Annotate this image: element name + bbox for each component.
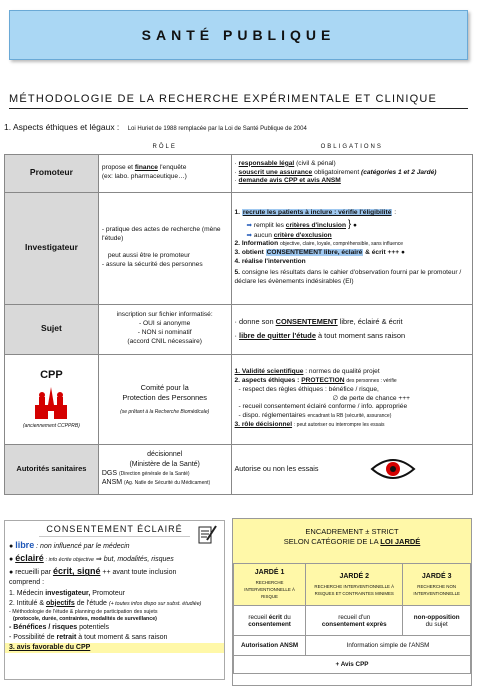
jarde-panel — [232, 518, 472, 686]
table-row — [5, 354, 473, 444]
obl-text: critère d'exclusion — [273, 231, 332, 239]
table-row — [5, 304, 473, 354]
jarde-table — [233, 563, 471, 674]
actor-investigateur: Investigateur — [5, 192, 99, 304]
obl-text: encadrant la RB (sécurité, assurance) — [307, 413, 392, 420]
role-text: pratique des actes de recherche (mène l'étude) — [101, 226, 221, 243]
jarde-1-consent — [234, 606, 306, 636]
consent-text: - Méthodologie de l'étude & planning de participation des sujets — [9, 608, 158, 615]
obl-text: responsable légal — [238, 159, 295, 167]
role-text: inscription sur fichier informatisé: — [116, 311, 213, 319]
cell-text: Information simple de l'ANSM — [346, 642, 430, 649]
consent-title: CONSENTEMENT ÉCLAIRÉ — [39, 523, 190, 537]
obl-text: - recueil consentement éclairé conforme / info. appropriée — [238, 403, 408, 411]
role-autorites — [98, 444, 231, 494]
role-text: Comité pour la — [140, 382, 189, 392]
obl-text: obligatoirement — [314, 168, 360, 176]
table-row — [5, 154, 473, 192]
col-obligations-header: OBLIGATIONS — [231, 141, 472, 154]
obl-text: à tout moment sans raison — [318, 331, 406, 340]
obl-text: demande avis CPP et avis ANSM — [238, 177, 341, 185]
obligations-promoteur: · responsable légal (civil & pénal) · souscrit une assurance obligatoirement (catégories 1 et 2 Jardé) · demande avis CPP et avis ANSM — [231, 154, 472, 192]
role-cpp — [98, 354, 231, 444]
consent-text: investigateur, — [45, 589, 91, 597]
actor-autorites: Autorités sanitaires — [5, 444, 99, 494]
jarde-23-ansm — [306, 636, 471, 656]
kremlin-icon — [31, 383, 71, 423]
obl-text: (civil & pénal) — [296, 159, 336, 167]
obl-text: remplit les — [253, 222, 284, 230]
cell-text: Autorisation ANSM — [241, 642, 299, 649]
table-header-row — [5, 141, 473, 154]
table-row — [5, 192, 473, 304]
obl-text: - respect des règles éthiques : bénéfice / risque, — [238, 385, 379, 393]
jarde-3-desc: RECHERCHE NON INTERVENTIONNELLE — [413, 583, 460, 596]
consent-text: à tout moment & sans raison — [78, 633, 168, 641]
role-text: (Direction générale de la Santé) — [118, 471, 190, 477]
bomb-icon: ● — [400, 249, 405, 257]
role-text: décisionnel — [147, 451, 183, 459]
actor-sujet: Sujet — [5, 304, 99, 354]
obl-text: donne son — [239, 317, 274, 327]
cell-text: du sujet — [425, 620, 448, 628]
section-heading — [4, 122, 307, 132]
role-text: (ex: labo. pharmaceutique…) — [101, 173, 187, 180]
actor-promoteur: Promoteur — [5, 154, 99, 192]
actor-cpp-label: CPP — [40, 369, 63, 382]
table-row — [234, 656, 471, 674]
table-row — [234, 564, 471, 606]
obl-text: & écrit — [365, 249, 386, 257]
cell-text: du — [283, 613, 291, 621]
jarde-2-consent — [306, 606, 403, 636]
consent-text: libre — [15, 540, 35, 551]
cell-text: écrit — [268, 613, 282, 621]
jarde-3-title: JARDÉ 3 — [421, 572, 452, 580]
jarde-cpp — [234, 656, 471, 674]
jarde-1-desc: RECHERCHE INTERVENTIONNELLE À RISQUE — [244, 580, 295, 599]
jarde-title: ENCADREMENT ± STRICT — [305, 527, 399, 536]
jarde-1-ansm — [234, 636, 306, 656]
obligations-sujet: · donne son CONSENTEMENT libre, éclairé & écrit · libre de quitter l'étude à tout moment sans raison — [231, 304, 472, 354]
role-text: (accord CNIL nécessaire) — [127, 337, 202, 345]
consent-text: comprend : — [9, 579, 45, 587]
role-text: - OUI si anonyme — [139, 320, 191, 328]
role-sujet — [98, 304, 231, 354]
consent-text: écrit, signé — [52, 566, 101, 577]
page-title: SANTÉ PUBLIQUE — [9, 10, 468, 60]
consent-text: but, modalités, risques — [103, 556, 174, 564]
law-note: Loi Huriet de 1988 remplacée par la Loi de Santé Publique de 2004 — [127, 126, 307, 132]
role-text: ANSM — [101, 479, 123, 487]
consent-text: retrait — [56, 633, 77, 641]
consent-text: objectifs — [45, 599, 75, 607]
consent-text: (+ toutes infos dispo sur subst. étudiée) — [108, 600, 202, 607]
obl-text: aucun — [253, 231, 272, 239]
actors-table — [4, 141, 473, 495]
jarde-title: LOI JARDÉ — [380, 537, 421, 547]
consent-text: (protocole, durée, contraintes, modalités de surveillance) — [13, 615, 157, 622]
obligations-cpp — [231, 354, 472, 444]
role-text: DGS — [101, 470, 118, 477]
consent-text: : info écrite objective — [45, 557, 94, 564]
obl-text: +++ — [387, 249, 400, 257]
jarde-title: SELON CATÉGORIE DE LA — [283, 537, 379, 547]
consent-text: 1. Médecin — [9, 589, 44, 597]
role-text: l'enquête — [159, 164, 187, 172]
jarde-1-title: JARDÉ 1 — [254, 569, 285, 576]
obl-text: - dispo. réglementaires — [238, 412, 306, 420]
consent-text: 3. avis favorable du CPP — [9, 643, 91, 651]
jarde-3-consent — [403, 606, 471, 636]
obl-text: des personnes : vérifie — [346, 377, 397, 384]
obl-text: souscrit une assurance — [238, 168, 313, 176]
obl-text: PROTECTION — [301, 376, 345, 384]
consent-text: éclairé — [15, 553, 44, 564]
consent-text: - Possibilité de — [9, 633, 55, 641]
eye-icon — [370, 457, 416, 481]
role-text: (se prêtant à la Recherche Biomédicale) — [120, 408, 210, 415]
bomb-icon: ● — [353, 222, 357, 230]
role-text: propose et — [101, 164, 134, 172]
role-investigateur: - pratique des actes de recherche (mène l'étude) peut aussi être le promoteur - assure la sécurité des personnes — [98, 192, 231, 304]
consent-text: ++ avant toute inclusion — [102, 569, 177, 577]
col-role-header: RÔLE — [98, 141, 231, 154]
obl-text: libre, éclairé & écrit — [339, 317, 403, 327]
cell-text: recueil d'un — [338, 613, 371, 621]
obl-text: 4. réalise l'intervention — [234, 258, 306, 266]
role-text: finance — [134, 164, 158, 172]
obl-text: objective, claire, loyale, compréhensible, sans influence — [279, 241, 404, 248]
consent-text: de l'étude — [76, 599, 107, 607]
jarde-2-desc: RECHERCHE INTERVENTIONNELLE À RISQUES ET CONTRAINTES MINIMES — [314, 583, 395, 596]
cpp-note: (anciennement CCPPRB) — [22, 423, 80, 430]
role-text: peut aussi être le promoteur — [107, 252, 190, 259]
table-row — [5, 444, 473, 494]
obl-text: CONSENTEMENT libre, éclairé — [266, 249, 363, 257]
table-row — [234, 636, 471, 656]
jarde-header — [233, 519, 471, 563]
obl-text: 2. aspects éthiques : — [234, 376, 300, 384]
consent-text: / risques — [48, 623, 78, 631]
obl-text: (catégories 1 et 2 Jardé) — [361, 168, 437, 176]
cell-text: non-opposition — [413, 613, 460, 621]
role-text: (Ag. Natle de Sécurité du Médicament) — [124, 480, 211, 487]
consent-panel: CONSENTEMENT ÉCLAIRÉ ● libre : non influencé par le médecin ● éclairé : info écrite objective ⇒ but, modalités, risques ● recueilli par écrit, signé ++ avant toute inclusion comprend : 1. Médecin investigateur, Promoteur 2. Intitulé & objectifs de l'étude (+ toutes infos dispo sur subst. étudiée) - Méthodologie de l'étude & planning de participation des sujets (protocole, durée, contraintes, modalités de surveillance) - Bénéfices / risques potentiels - Possibilité de retrait à tout moment & sans raison 3. avis favorable du CPP — [4, 520, 225, 680]
obl-text: CONSENTEMENT — [275, 317, 338, 327]
role-promoteur — [98, 154, 231, 192]
cell-text: recueil — [248, 613, 267, 621]
jarde-2-header — [306, 564, 403, 606]
role-text: assure la sécurité des personnes — [105, 260, 203, 268]
consent-text: 2. Intitulé & — [9, 599, 45, 607]
obligations-investigateur: 1. recrute les patients à inclure : vérifie l'éligibilité : ➡ remplit les critères d'inclusion } ● ➡ aucun critère d'exclusion 2. Information objective, claire, loyale, compréhensible, sans influence 3. obtient CONSENTEMENT libre, éclairé & écrit +++ ● 4. réalise l'intervention 5. consigne les résultats dans le cahier d'observation fourni par le promoteur / déclare les évènements indésirables (EI) — [231, 192, 472, 304]
obl-text: Autorise ou non les essais — [234, 463, 319, 473]
obl-text: 2. Information — [234, 240, 279, 248]
consent-text: - Bénéfices — [9, 623, 47, 631]
section-label: 1. Aspects éthiques et légaux : — [4, 122, 120, 132]
obl-text: critères d'inclusion — [285, 222, 346, 230]
actor-cpp — [5, 354, 99, 444]
role-text: (Ministère de la Santé) — [129, 460, 200, 468]
obl-text: : normes de qualité projet — [305, 367, 380, 375]
obl-text: 3. obtient — [234, 249, 264, 257]
jarde-1-header — [234, 564, 306, 606]
obl-text: 5. — [234, 269, 241, 277]
obl-text: consigne les résultats dans le cahier d'observation fourni par le promoteur / déclare les évènements indésirables (EI) — [234, 269, 462, 285]
table-row — [234, 606, 471, 636]
cell-text: consentement exprès — [321, 620, 387, 628]
obl-text: : peut autoriser ou interrompre les essais — [293, 422, 385, 429]
obl-text: 1. Validité scientifique — [234, 367, 304, 375]
pen-paper-icon — [196, 524, 218, 546]
obligations-autorites — [231, 444, 472, 494]
consent-text: recueilli par — [15, 569, 51, 577]
obl-text: libre de quitter l'étude — [239, 331, 316, 340]
obl-text: ∅ de perte de chance +++ — [332, 394, 410, 402]
jarde-3-header — [403, 564, 471, 606]
obl-text: 1. — [234, 209, 241, 217]
consent-text: Promoteur — [92, 589, 125, 597]
consent-text: : non influencé par le médecin — [36, 543, 130, 551]
page-subtitle: MÉTHODOLOGIE DE LA RECHERCHE EXPÉRIMENTALE ET CLINIQUE — [9, 93, 468, 109]
role-text: Protection des Personnes — [122, 392, 207, 402]
cell-text: consentement — [248, 620, 291, 628]
jarde-2-title: JARDÉ 2 — [339, 572, 370, 580]
obl-text: recrute les patients à inclure : vérifie l'éligibilité — [242, 209, 392, 217]
consent-text: potentiels — [79, 623, 110, 631]
cell-text: + Avis CPP — [335, 661, 369, 668]
obl-text: 3. rôle décisionnel — [234, 421, 293, 429]
role-text: - NON si nominatif — [137, 329, 192, 336]
